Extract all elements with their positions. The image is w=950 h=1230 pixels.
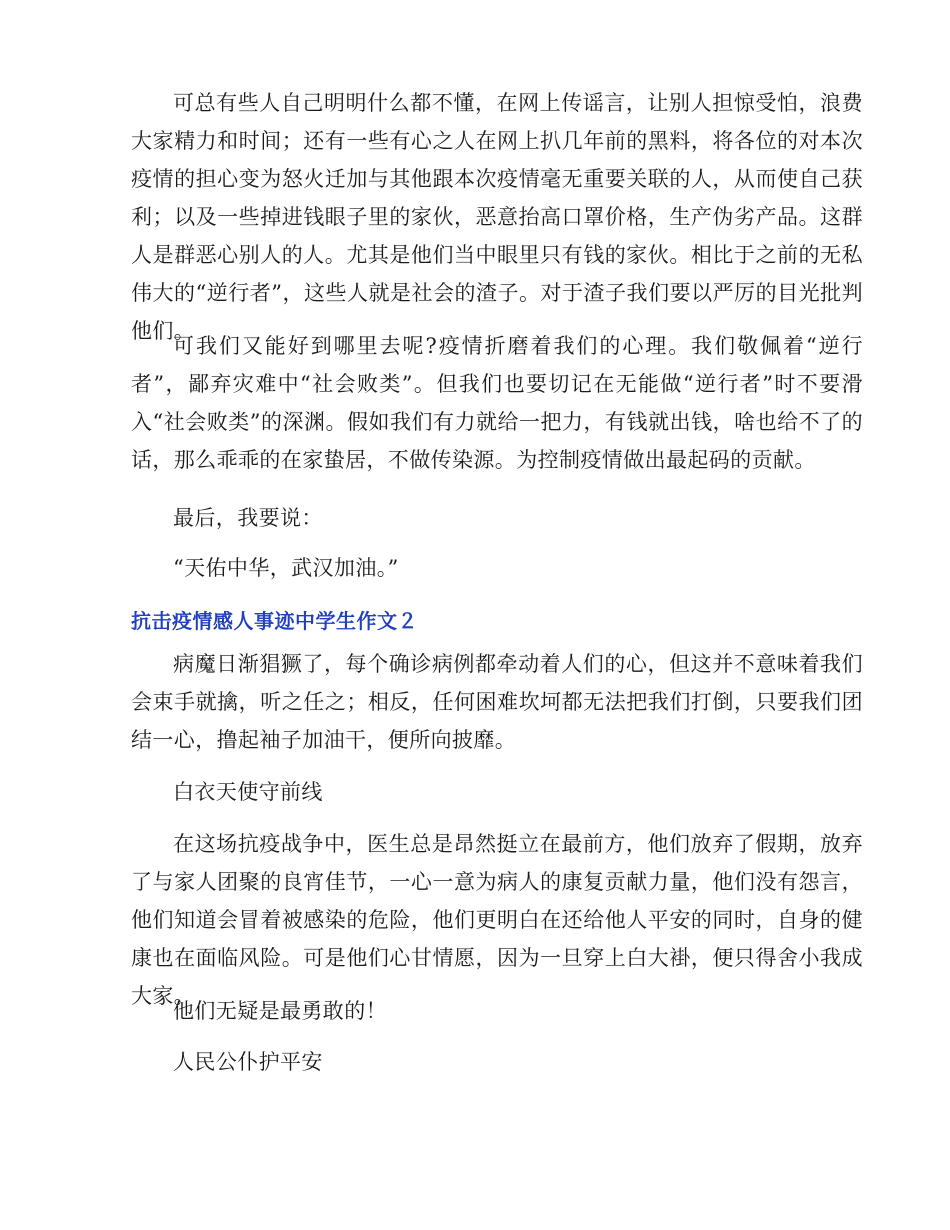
paragraph-subheading-police: 人民公仆护平安 <box>173 1050 323 1074</box>
paragraph-subheading-doctors: 白衣天使守前线 <box>173 780 323 804</box>
paragraph-finally: 最后，我要说： <box>173 506 323 530</box>
paragraph-slogan: “天佑中华，武汉加油。” <box>173 556 399 580</box>
section-heading: 抗击疫情感人事迹中学生作文２ <box>131 609 418 633</box>
paragraph-our-attitude: 可我们又能好到哪里去呢?疫情折磨着我们的心理。我们敬佩着“逆行者”，鄙弃灾难中“社会败类”。但我们也要切记在无能做“逆行者”时不要滑入“社会败类”的深渊。假如我们有力就给一把力，有钱就出钱，啥也给不了的话，那么乖乖的在家蛰居，不做传染源。为控制疫情做出最起码的贡献。 <box>131 334 863 472</box>
paragraph-bravest: 他们无疑是最勇敢的！ <box>173 999 387 1023</box>
paragraph-rumor-spreaders: 可总有些人自己明明什么都不懂，在网上传谣言，让别人担惊受怕，浪费大家精力和时间；还有一些有心之人在网上扒几年前的黑料，将各位的对本次疫情的担心变为怒火迁加与其他跟本次疫情毫无重要关联的人，从而使自己获利；以及一些掉进钱眼子里的家伙，恶意抬高口罩价格，生产伪劣产品。这群人是群恶心别人的人。尤其是他们当中眼里只有钱的家伙。相比于之前的无私伟大的“逆行者”，这些人就是社会的渣子。对于渣子我们要以严厉的目光批判他们。 <box>131 91 863 343</box>
paragraph-doctors: 在这场抗疫战争中，医生总是昂然挺立在最前方，他们放弃了假期，放弃了与家人团聚的良宵佳节，一心一意为病人的康复贡献力量，他们没有怨言，他们知道会冒着被感染的危险，他们更明白在还给他人平安的同时，自身的健康也在面临风险。可是他们心甘情愿，因为一旦穿上白大褂，便只得舍小我成大家。 <box>131 832 863 1008</box>
paragraph-epidemic-intro: 病魔日渐猖獗了，每个确诊病例都牵动着人们的心，但这并不意味着我们会束手就擒，听之任之；相反，任何困难坎坷都无法把我们打倒，只要我们团结一心，撸起袖子加油干，便所向披靡。 <box>131 652 863 752</box>
